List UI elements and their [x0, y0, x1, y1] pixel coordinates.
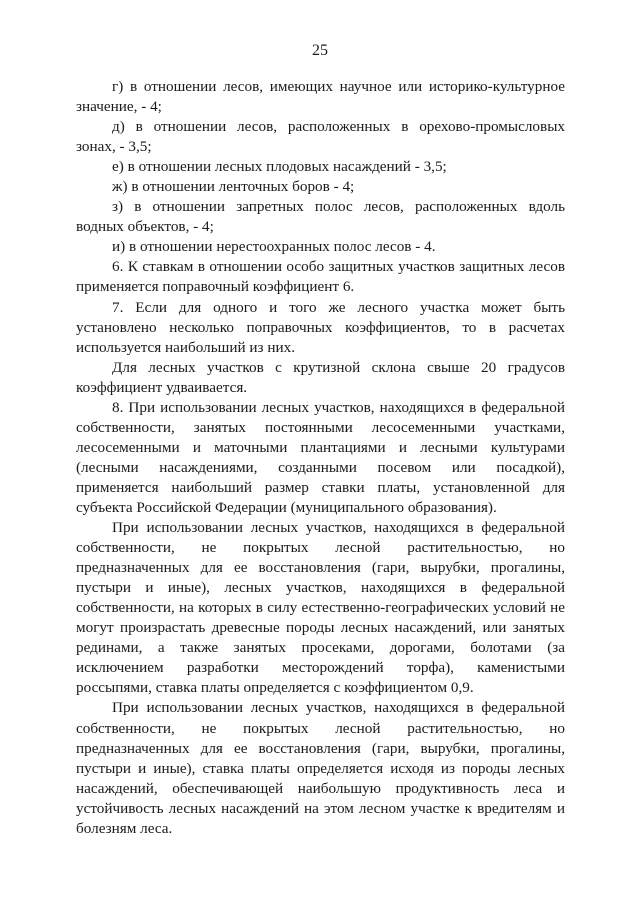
paragraph-item-d: д) в отношении лесов, расположенных в орехово-промысловых зонах, - 3,5; — [76, 118, 565, 156]
paragraph-clause-8: 8. При использовании лесных участков, находящихся в федеральной собственности, занятых постоянными лесосеменными участками, лесосеменными и маточными плантациями и лесными культурами (лесными насаждениями, созданными посевом или посадкой), применяется наибольший размер ставки платы, установленной для субъекта Российской Федерации (муниципального образования). — [76, 398, 565, 516]
paragraph-coefficient-0-9: При использовании лесных участков, находящихся в федеральной собственности, не покрытых лесной растительностью, но предназначенных для ее восстановления (гари, вырубки, прогалины, пустыри и иные), лесных участков, находящихся в федеральной собственности, на которых в силу естественно-географических условий не могут произрастать древесные породы лесных насаждений, или занятых рединами, а также занятых просеками, дорогами, болотами (за исключением разработки месторождений торфа), каменистыми россыпями, ставка платы определяется с коэффициентом 0,9. — [76, 519, 565, 697]
document-body — [76, 77, 565, 839]
paragraph-item-e: е) в отношении лесных плодовых насаждений - 3,5; — [112, 158, 447, 176]
paragraph-item-zh: ж) в отношении ленточных боров - 4; — [112, 178, 355, 196]
paragraph-clause-6: 6. К ставкам в отношении особо защитных участков защитных лесов применяется поправочный коэффициент 6. — [76, 258, 565, 296]
page-number: 25 — [312, 42, 328, 59]
paragraph-max-productivity: При использовании лесных участков, находящихся в федеральной собственности, не покрытых лесной растительностью, но предназначенных для ее восстановления (гари, вырубки, прогалины, пустыри и иные), ставка платы определяется исходя из породы лесных насаждений, обеспечивающей наибольшую продуктивность леса и устойчивость лесных насаждений на этом лесном участке к вредителям и болезням леса. — [76, 699, 565, 837]
paragraph-item-g: г) в отношении лесов, имеющих научное или историко-культурное значение, - 4; — [76, 78, 565, 116]
paragraph-clause-7: 7. Если для одного и того же лесного участка может быть установлено несколько поправочных коэффициентов, то в расчетах используется наибольший из них. — [76, 298, 565, 356]
paragraph-slope-coefficient: Для лесных участков с крутизной склона свыше 20 градусов коэффициент удваивается. — [76, 358, 565, 396]
paragraph-item-z: з) в отношении запретных полос лесов, расположенных вдоль водных объектов, - 4; — [76, 198, 565, 236]
paragraph-item-i: и) в отношении нерестоохранных полос лесов - 4. — [112, 238, 436, 256]
